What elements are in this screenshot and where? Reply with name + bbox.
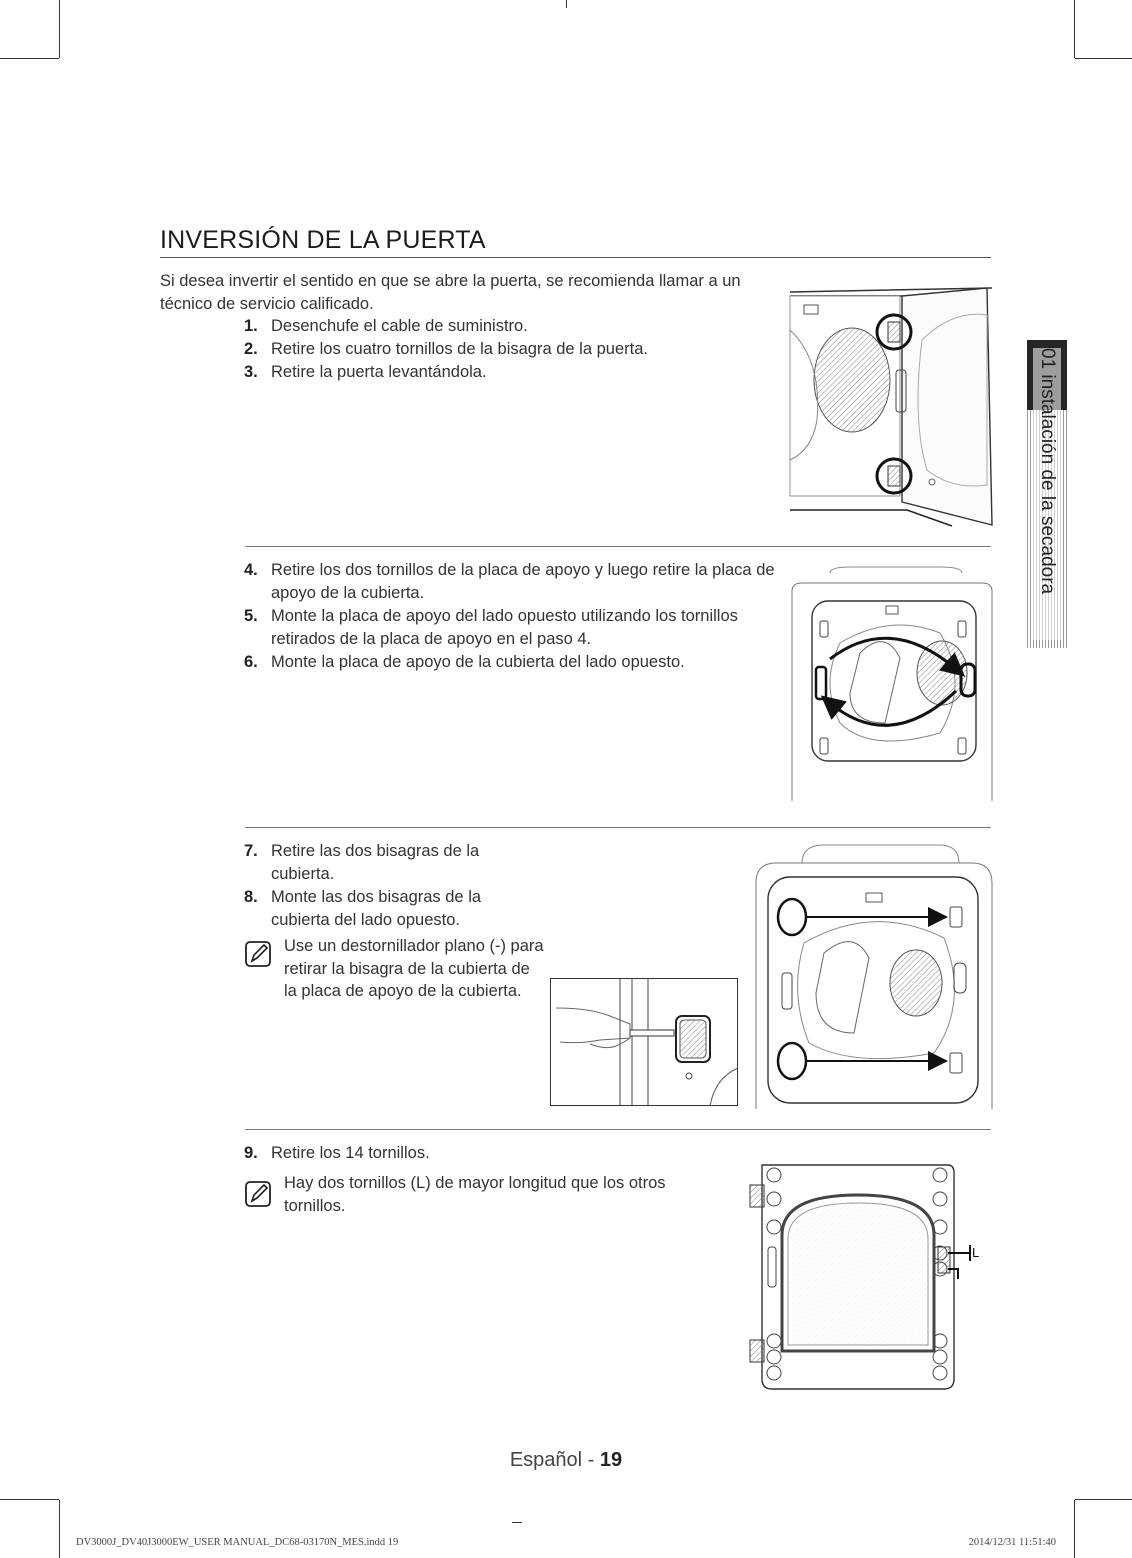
step-number: 9. [244, 1144, 258, 1162]
step-number: 7. [244, 842, 258, 860]
section-divider [245, 546, 991, 547]
list-item [244, 605, 784, 651]
step-text: Retire los dos tornillos de la placa de apoyo y luego retire la placa de apoyo de la cubierta. [271, 561, 775, 602]
page-footer [0, 1449, 1132, 1472]
page-number: 19 [599, 1449, 623, 1471]
crop-mark [0, 58, 59, 59]
step-text: Desenchufe el cable de suministro. [271, 317, 528, 335]
print-slug-date: 2014/12/31 11:51:40 [968, 1537, 1056, 1548]
crop-mark [1074, 1500, 1075, 1558]
step-number: 5. [244, 607, 258, 625]
door-hinge-illustration [782, 270, 994, 532]
section-divider [245, 827, 991, 828]
screws-illustration [748, 1155, 978, 1393]
page-title: INVERSIÓN DE LA PUERTA [160, 226, 486, 254]
crop-mark [1075, 58, 1132, 59]
screw-label-l: L [972, 1245, 980, 1260]
crop-mark [0, 1499, 59, 1500]
list-item [244, 840, 514, 886]
step-text: Monte la placa de apoyo de la cubierta del lado opuesto. [271, 653, 685, 671]
support-plate-illustration [790, 563, 994, 803]
step-number: 4. [244, 561, 258, 579]
note-icon [244, 1180, 272, 1208]
crop-mark [512, 1522, 522, 1523]
side-tab-label: 01 instalación de la secadora [1033, 348, 1061, 640]
section-divider [245, 1129, 991, 1130]
list-item [244, 361, 744, 384]
note-text: Hay dos tornillos (L) de mayor longitud que los otros tornillos. [284, 1174, 666, 1215]
crop-mark [1074, 0, 1075, 58]
title-rule [160, 257, 991, 258]
print-slug-file: DV3000J_DV40J3000EW_USER MANUAL_DC68-03170N_MES.indd 19 [76, 1537, 399, 1548]
steps-list-3 [244, 840, 514, 932]
step-number: 1. [244, 317, 258, 335]
list-item [244, 1142, 644, 1165]
note-icon [244, 940, 272, 968]
steps-list-4 [244, 1142, 644, 1165]
list-item [244, 338, 744, 361]
list-item [244, 886, 514, 932]
step-number: 6. [244, 653, 258, 671]
steps-list-1 [244, 315, 744, 384]
note-text: Use un destornillador plano (-) para retirar la bisagra de la cubierta de la placa de apoyo de la cubierta. [284, 937, 544, 1000]
step-number: 8. [244, 888, 258, 906]
list-item [244, 315, 744, 338]
footer-separator: - [582, 1449, 600, 1471]
step-text: Monte las dos bisagras de la cubierta del lado opuesto. [271, 888, 482, 929]
step-text: Monte la placa de apoyo del lado opuesto utilizando los tornillos retirados de la placa de apoyo en el paso 4. [271, 607, 738, 648]
step-text: Retire las dos bisagras de la cubierta. [271, 842, 480, 883]
step-text: Retire la puerta levantándola. [271, 363, 487, 381]
footer-language: Español [509, 1449, 583, 1471]
step-number: 3. [244, 363, 258, 381]
crop-mark [1075, 1499, 1132, 1500]
crop-mark [59, 1500, 60, 1558]
steps-list-2 [244, 559, 784, 674]
intro-paragraph: Si desea invertir el sentido en que se abre la puerta, se recomienda llamar a un técnico de servicio calificado. [160, 272, 741, 313]
list-item [244, 651, 784, 674]
crop-mark [566, 0, 567, 8]
cover-hinge-illustration [754, 843, 994, 1109]
step-text: Retire los cuatro tornillos de la bisagra de la puerta. [271, 340, 648, 358]
crop-mark [59, 0, 60, 58]
list-item [244, 559, 784, 605]
step-number: 2. [244, 340, 258, 358]
step-text: Retire los 14 tornillos. [271, 1144, 430, 1162]
chapter-side-tab [1027, 340, 1067, 648]
screwdriver-illustration [550, 978, 738, 1108]
